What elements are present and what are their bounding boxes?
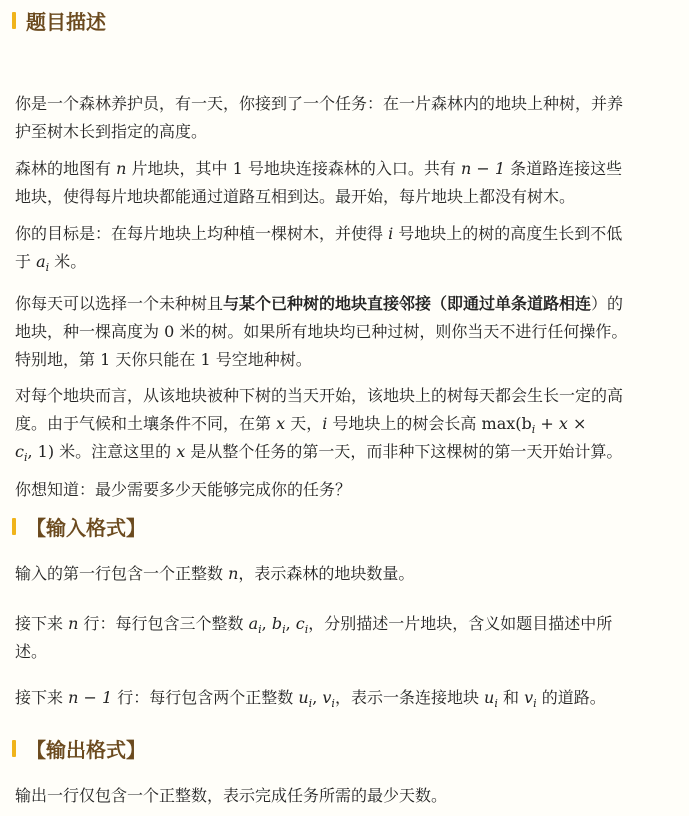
- text-line: 于 $a_i$ 米。: [15, 252, 87, 275]
- text-line: 护至树木长到指定的高度。: [15, 122, 208, 141]
- title-accent-bar: [12, 740, 16, 757]
- text-line: 度。由于气候和土壤条件不同，在第 x 天，i 号地块上的树会长高 $\max(b_i + x$ ×: [15, 414, 587, 437]
- section-title-description: [12, 6, 106, 34]
- text-line: 地块，种一棵高度为 0 米的树。如果所有地块均已种过树，则你当天不进行任何操作。: [15, 322, 628, 341]
- paragraph-output: [15, 782, 681, 810]
- text-line: 你的目标是：在每片地块上均种植一棵树木，并使得 i 号地块上的树的高度生长到不低: [15, 224, 623, 243]
- paragraph-map: [15, 155, 681, 211]
- text-line: 特别地，第 1 天你只能在 1 号空地种树。: [15, 350, 312, 369]
- text-line: 输出一行仅包含一个正整数，表示完成任务所需的最少天数。: [15, 786, 448, 805]
- paragraph-input-1: [15, 560, 681, 588]
- text-line: 你每天可以选择一个未种树且与某个已种树的地块直接邻接（即通过单条道路相连）的: [15, 294, 624, 313]
- text-line: 地块，使得每片地块都能通过道路互相到达。最开始，每片地块上都没有树木。: [15, 187, 576, 206]
- text-line: 输入的第一行包含一个正整数 n，表示森林的地块数量。: [15, 564, 415, 583]
- paragraph-goal: [15, 220, 681, 276]
- text-line: 接下来 n 行：每行包含三个整数 $a_i$, $b_i$, $c_i$，分别描述一片地块，含义如题目描述中所: [15, 614, 613, 637]
- paragraph-question: [15, 476, 681, 504]
- paragraph-growth: [15, 382, 681, 466]
- title-accent-bar: [12, 518, 16, 535]
- text-line: 森林的地图有 n 片地块，其中 1 号地块连接森林的入口。共有 n − 1 条道路连接这些: [15, 159, 623, 178]
- text-line: $c_i$, 1) 米。注意这里的 x 是从整个任务的第一天，而非种下这棵树的第一天开始计算。: [15, 442, 623, 465]
- text-line: 你是一个森林养护员，有一天，你接到了一个任务：在一片森林内的地块上种树，并养: [15, 94, 624, 113]
- paragraph-input-3: [15, 684, 681, 712]
- paragraph-rules: [15, 290, 681, 374]
- paragraph-input-2: [15, 610, 681, 666]
- title-accent-bar: [12, 12, 16, 29]
- text-line: 对每个地块而言，从该地块被种下树的当天开始，该地块上的树每天都会生长一定的高: [15, 386, 624, 405]
- section-title-input: [12, 512, 146, 540]
- text-line: 接下来 n − 1 行：每行包含两个正整数 $u_i$, $v_i$，表示一条连接地块 $u_i$ 和 $v_i$ 的道路。: [15, 688, 606, 711]
- text-line: 你想知道：最少需要多少天能够完成你的任务？: [15, 480, 352, 499]
- section-title-output: [12, 734, 146, 762]
- description-title: 题目描述: [26, 9, 106, 34]
- output-title: 【输出格式】: [26, 737, 146, 762]
- paragraph-intro: [15, 90, 681, 146]
- input-title: 【输入格式】: [26, 515, 146, 540]
- text-line: 述。: [15, 642, 48, 661]
